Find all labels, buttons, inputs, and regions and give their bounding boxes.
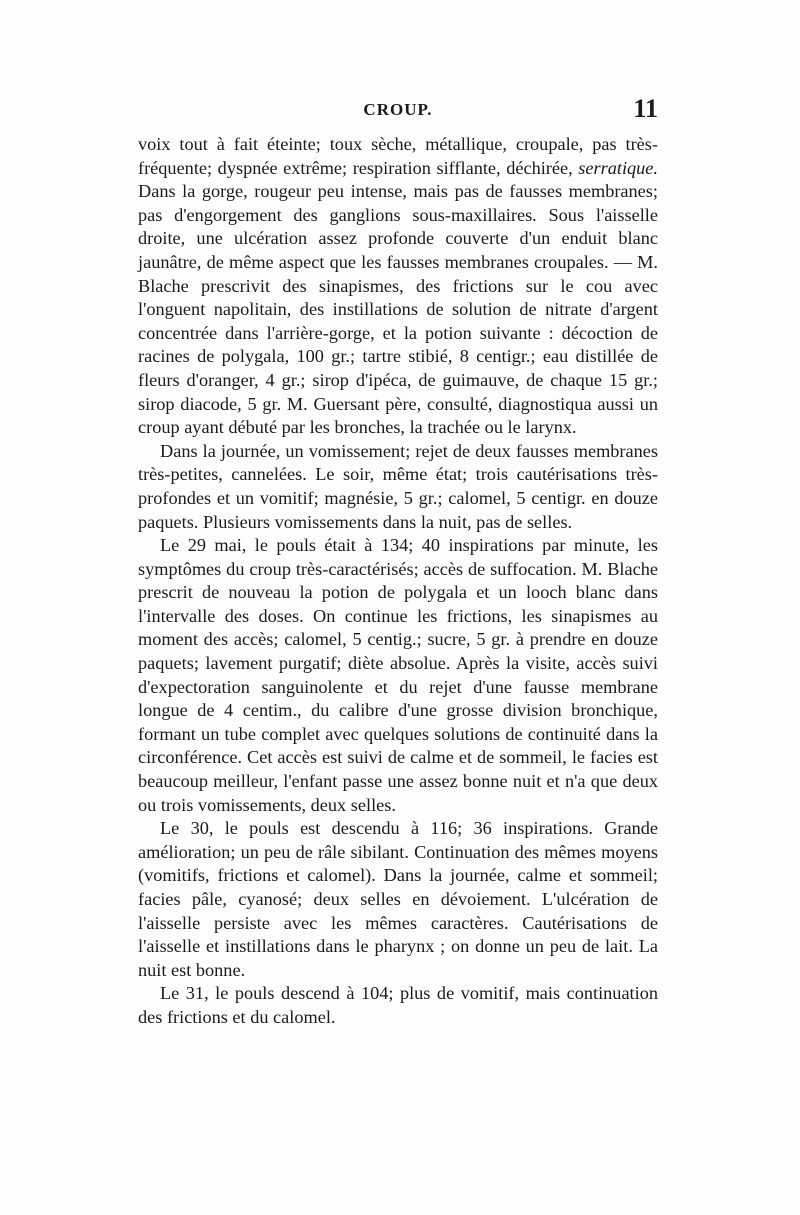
paragraph: Le 31, le pouls descend à 104; plus de vomitif, mais continuation des frictions et du calomel. [138, 983, 658, 1027]
page-header [138, 92, 658, 132]
paragraph: Le 29 mai, le pouls était à 134; 40 inspirations par minute, les symptômes du croup très-caractérisés; accès de suffocation. M. Blache prescrit de nouveau la potion de polygala et un looch blanc dans l'intervalle des doses. On continue les frictions, les sinapismes au moment des accès; calomel, 5 centig.; sucre, 5 gr. à prendre en douze paquets; lavement purgatif; diète absolue. Après la visite, accès suivi d'expectoration sanguinolente et du rejet d'une fausse membrane longue de 4 centim., du calibre d'une grosse division bronchique, formant un tube complet avec quelques solutions de continuité dans la circonférence. Cet accès est suivi de calme et de sommeil, le facies est beaucoup meilleur, l'enfant passe une assez bonne nuit et n'a que deux ou trois vomissements, deux selles. [138, 535, 658, 815]
paragraph: Dans la journée, un vomissement; rejet de deux fausses membranes très-petites, cannelées. Le soir, même état; trois cautérisations très-profondes et un vomitif; magnésie, 5 gr.; calomel, 5 centigr. en douze paquets. Plusieurs vomissements dans la nuit, pas de selles. [138, 440, 658, 532]
page-number: 11 [633, 94, 658, 123]
body-text [138, 133, 658, 1030]
paragraph: Le 30, le pouls est descendu à 116; 36 inspirations. Grande amélioration; un peu de râle sibilant. Continuation des mêmes moyens (vomitifs, frictions et calomel). Dans la journée, calme et sommeil; facies pâle, cyanosé; deux selles en dévoiement. L'ulcération de l'aisselle persiste avec les mêmes caractères. Cautérisations de l'aisselle et instillations dans le pharynx ; on donne un peu de lait. La nuit est bonne. [138, 818, 658, 980]
text-run: Dans la gorge, rougeur peu intense, mais pas de fausses membranes; pas d'engorgement des ganglions sous-maxillaires. Sous l'aisselle droite, une ulcération assez profonde couverte d'un enduit blanc jaunâtre, de même aspect que les fausses membranes croupales. — M. Blache prescrivit des sinapismes, des frictions sur le cou avec l'onguent napolitain, des instillations de solution de nitrate d'argent concentrée dans l'arrière-gorge, et la potion suivante : décoction de racines de polygala, 100 gr.; tartre stibié, 8 centigr.; eau distillée de fleurs d'oranger, 4 gr.; sirop d'ipéca, de guimauve, de chaque 15 gr.; sirop diacode, 5 gr. M. Guersant père, consulté, diagnostiqua aussi un croup ayant débuté par les bronches, la trachée ou le larynx. [138, 181, 658, 438]
paragraph [138, 133, 658, 440]
running-title: CROUP. [363, 100, 433, 119]
italic-term: serratique. [578, 157, 658, 178]
text-run: voix tout à fait éteinte; toux sèche, métallique, croupale, pas très-fréquente; dyspnée extrême; respiration sifflante, déchirée, [138, 134, 658, 178]
